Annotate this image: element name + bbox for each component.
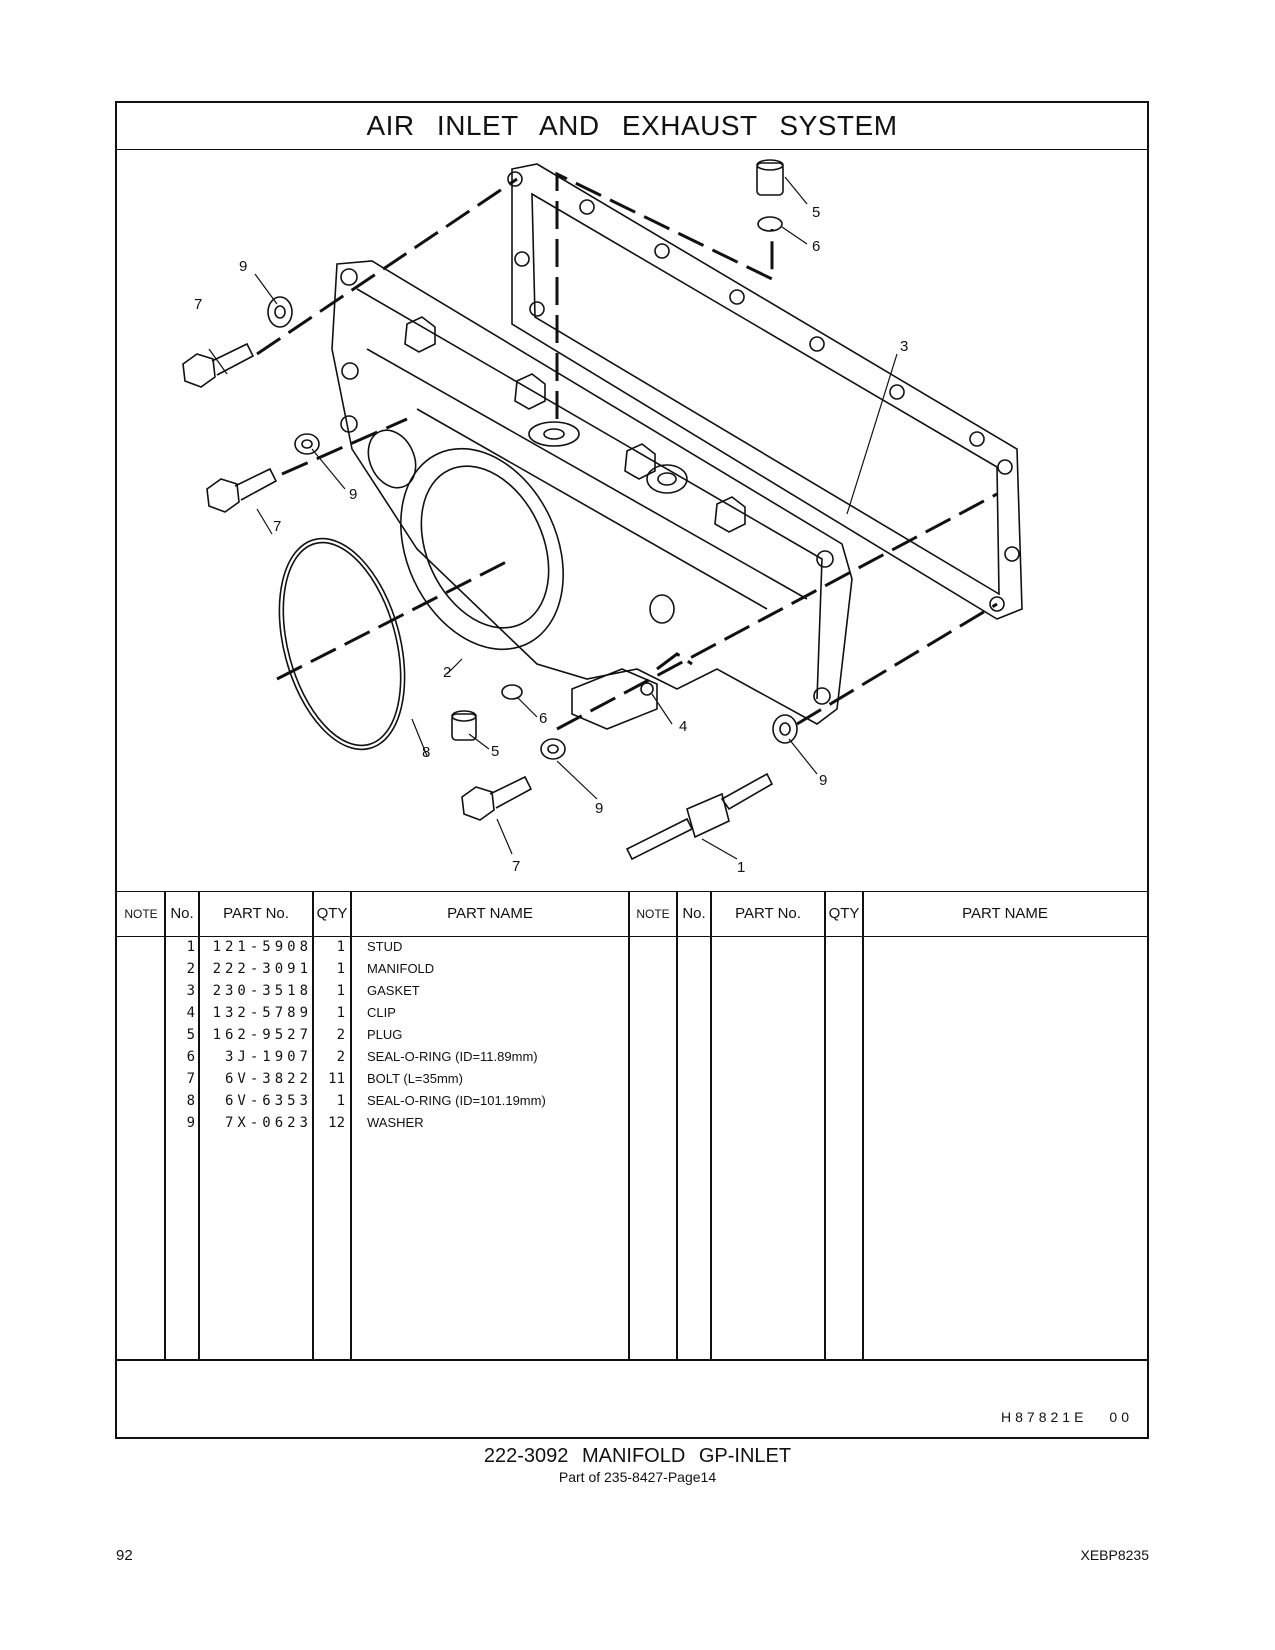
- table-row: [117, 983, 1147, 1005]
- gasket-holes: [508, 172, 1019, 611]
- callout-3: 3: [900, 338, 909, 355]
- parts-table-header: [117, 891, 1147, 937]
- header-part-no: PART No.: [223, 905, 289, 922]
- row-part-no: 6V-3822: [224, 1071, 312, 1087]
- row-part-name: BOLT (L=35mm): [367, 1071, 463, 1086]
- exploded-view-diagram: [117, 149, 1147, 891]
- table-row: [117, 1071, 1147, 1093]
- header-part-no-2: PART No.: [735, 905, 801, 922]
- row-qty: 1: [336, 1093, 345, 1109]
- drawing-revision: 00: [1109, 1409, 1133, 1425]
- callout-7-a: 7: [194, 296, 203, 313]
- row-part-no: 6V-6353: [224, 1093, 312, 1109]
- callout-5-bottom: 5: [491, 743, 500, 760]
- callout-1: 1: [737, 859, 746, 876]
- row-no: 5: [186, 1027, 195, 1043]
- row-qty: 1: [336, 983, 345, 999]
- group-subtitle: Part of 235-8427-Page14: [558, 1469, 717, 1485]
- section-title: AIR INLET AND EXHAUST SYSTEM: [117, 103, 1147, 150]
- callout-8: 8: [422, 744, 431, 761]
- row-part-name: STUD: [367, 939, 403, 954]
- row-part-no: 162-9527: [212, 1027, 312, 1043]
- row-no: 8: [186, 1093, 195, 1109]
- row-part-no: 132-5789: [212, 1005, 312, 1021]
- header-qty: QTY: [316, 905, 348, 922]
- document-code: XEBP8235: [1080, 1547, 1149, 1563]
- header-part-name-2: PART NAME: [962, 905, 1048, 922]
- row-part-name: SEAL-O-RING (ID=11.89mm): [367, 1049, 538, 1064]
- drawing-number: H87821E: [1001, 1409, 1088, 1425]
- row-no: 1: [186, 939, 195, 955]
- header-part-name: PART NAME: [447, 905, 533, 922]
- row-qty: 2: [336, 1049, 345, 1065]
- row-part-name: WASHER: [367, 1115, 424, 1130]
- header-no-2: No.: [682, 905, 706, 922]
- row-qty: 11: [328, 1071, 345, 1087]
- callout-6-bottom: 6: [539, 710, 548, 727]
- row-part-name: CLIP: [367, 1005, 396, 1020]
- table-row: [117, 1093, 1147, 1115]
- row-no: 9: [186, 1115, 195, 1131]
- group-title: 222-3092 MANIFOLD GP-INLET: [483, 1445, 792, 1467]
- row-part-no: 230-3518: [212, 983, 312, 999]
- callout-9-c: 9: [819, 772, 828, 789]
- row-qty: 2: [336, 1027, 345, 1043]
- drawing-id: [1001, 1409, 1133, 1425]
- row-no: 7: [186, 1071, 195, 1087]
- parts-page-frame: [115, 101, 1149, 1439]
- table-bottom-rule: [117, 1359, 1147, 1361]
- row-part-no: 222-3091: [212, 961, 312, 977]
- row-part-no: 3J-1907: [224, 1049, 312, 1065]
- row-part-name: MANIFOLD: [367, 961, 435, 976]
- callout-9-b: 9: [349, 486, 358, 503]
- header-note-2: NOTE: [636, 907, 670, 921]
- row-no: 4: [186, 1005, 195, 1021]
- row-no: 3: [186, 983, 195, 999]
- manifold-body: [332, 261, 852, 724]
- header-qty-2: QTY: [828, 905, 860, 922]
- page-number: 92: [116, 1547, 133, 1564]
- callout-9-a: 9: [239, 258, 248, 275]
- callout-6-top: 6: [812, 238, 821, 255]
- row-qty: 1: [336, 939, 345, 955]
- row-no: 2: [186, 961, 195, 977]
- row-part-name: GASKET: [367, 983, 420, 998]
- header-no: No.: [170, 905, 194, 922]
- row-qty: 1: [336, 1005, 345, 1021]
- row-part-no: 121-5908: [212, 939, 312, 955]
- header-note: NOTE: [124, 907, 158, 921]
- inlet-flange: [370, 422, 595, 676]
- seal-top: [758, 217, 782, 231]
- table-row: [117, 961, 1147, 983]
- callout-2: 2: [443, 664, 452, 681]
- o-ring: [258, 525, 426, 764]
- row-qty: 1: [336, 961, 345, 977]
- row-qty: 12: [328, 1115, 345, 1131]
- row-part-name: PLUG: [367, 1027, 403, 1042]
- callout-9-d: 9: [595, 800, 604, 817]
- table-row: [117, 1049, 1147, 1071]
- callout-5-top: 5: [812, 204, 821, 221]
- row-part-no: 7X-0623: [224, 1115, 312, 1131]
- table-row: [117, 939, 1147, 961]
- row-part-name: SEAL-O-RING (ID=101.19mm): [367, 1093, 546, 1108]
- callout-7-c: 7: [512, 858, 521, 875]
- seal-bottom: [502, 685, 522, 699]
- gasket-inner: [532, 194, 999, 594]
- stud: [627, 819, 692, 859]
- callout-4: 4: [679, 718, 688, 735]
- callout-7-b: 7: [273, 518, 282, 535]
- row-no: 6: [186, 1049, 195, 1065]
- table-row: [117, 1027, 1147, 1049]
- table-row: [117, 1005, 1147, 1027]
- table-row: [117, 1115, 1147, 1137]
